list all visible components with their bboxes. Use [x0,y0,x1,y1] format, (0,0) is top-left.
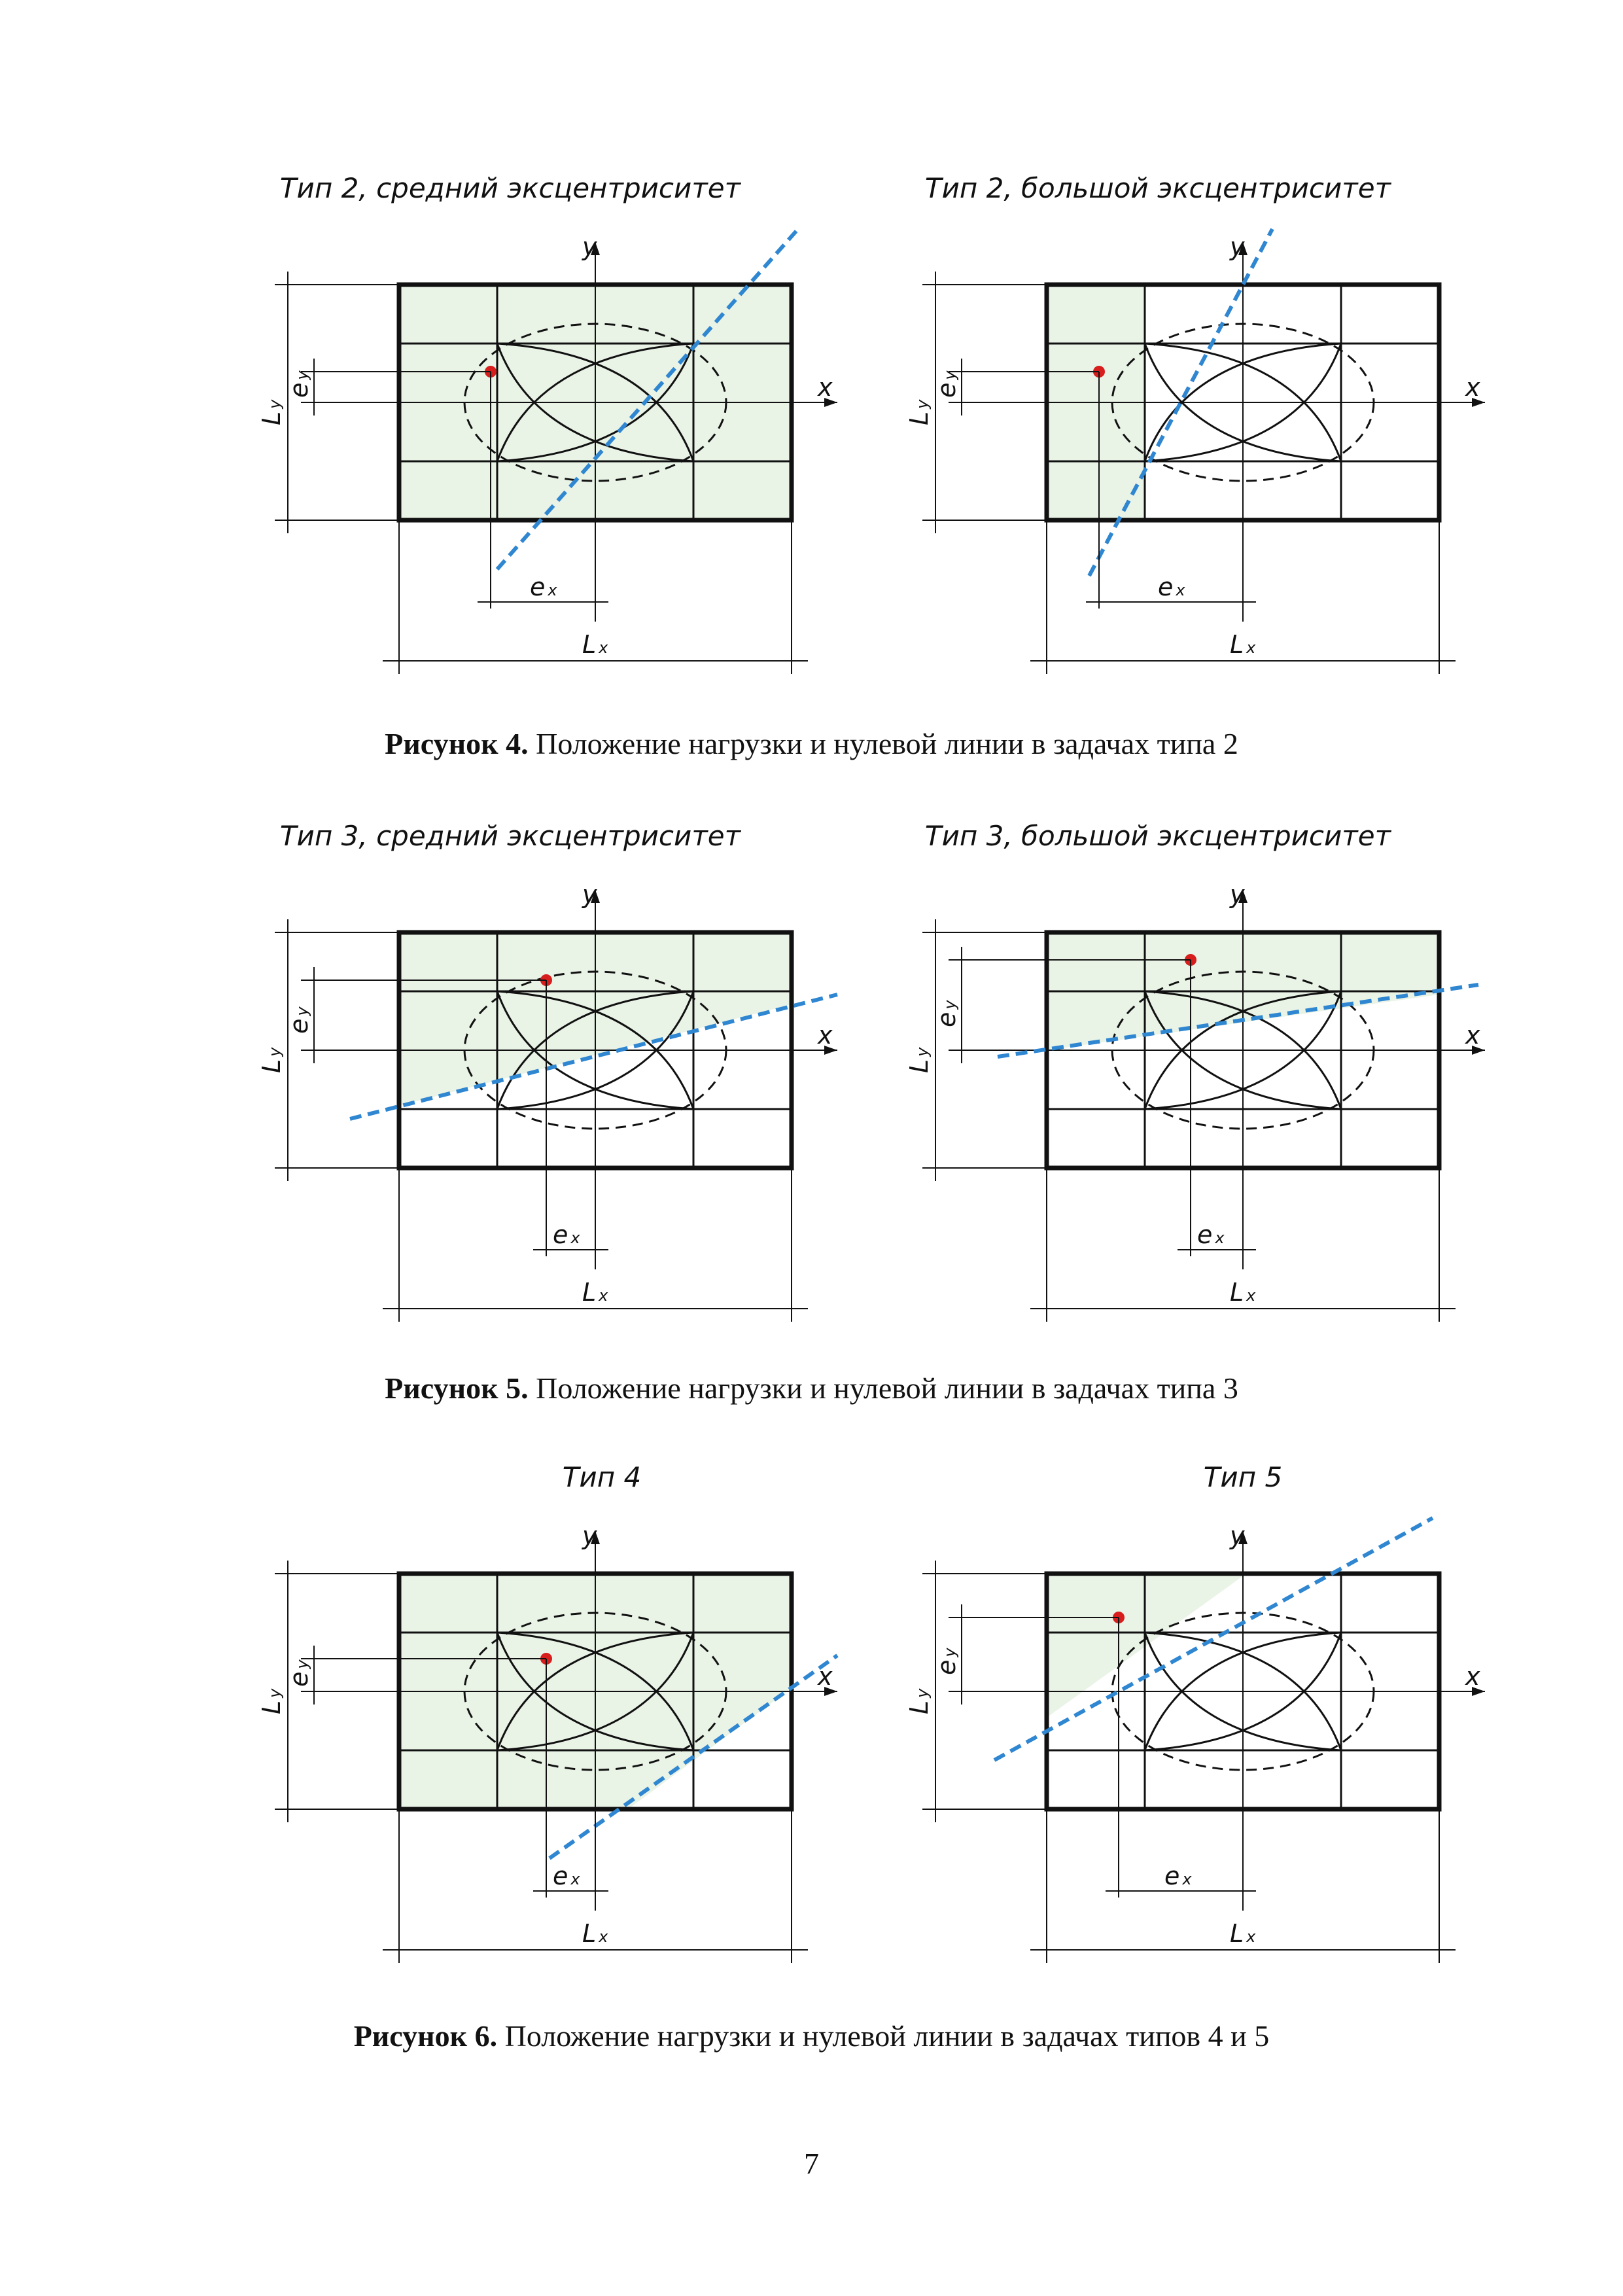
x-axis-label: x [818,373,833,402]
ex-label: ex [553,1862,580,1890]
ey-label: ey [285,1659,313,1687]
Ly-label: Ly [257,399,286,425]
figure-5-panel-right [905,820,1485,1322]
ey-label: ey [285,1006,313,1034]
figure-4-panel-right [905,172,1485,674]
dimension-lines [922,272,1456,674]
panel-title: Тип 2, средний эксцентриситет [279,172,741,204]
Lx-label: Lx [1230,1919,1256,1948]
Lx-label: Lx [582,630,608,659]
panel-title: Тип 4 [562,1461,642,1493]
y-axis-label: y [582,880,597,909]
ey-label: ey [285,370,313,398]
dimension-lines [922,1561,1456,1963]
hatched-compressed-zone [1047,1574,1246,1718]
ex-label: ex [1197,1220,1225,1249]
x-axis-label: x [1465,1662,1480,1691]
Ly-label: Ly [905,1688,934,1714]
caption-text: Положение нагрузки и нулевой линии в задачах типа 3 [528,1371,1238,1405]
panel-title: Тип 5 [1203,1461,1283,1493]
x-axis-label: x [1465,1021,1480,1050]
page-number: 7 [804,2147,819,2180]
figure-4-drawing [0,150,1623,726]
caption-text: Положение нагрузки и нулевой линии в задачах типов 4 и 5 [497,2019,1270,2053]
y-axis-label: y [1230,1521,1245,1550]
Ly-label: Ly [257,1688,286,1714]
Ly-label: Ly [905,399,934,425]
ey-label: ey [932,1000,961,1027]
figure-5-drawing [0,798,1623,1374]
panel-title: Тип 3, большой эксцентриситет [924,820,1391,852]
Lx-label: Lx [1230,1278,1256,1307]
y-axis-label: y [1230,232,1245,261]
figure-6-caption [0,2019,1623,2053]
Ly-label: Ly [257,1047,286,1073]
figure-5-panel-left [257,820,837,1322]
caption-number: Рисунок 6. [353,2019,498,2053]
Lx-label: Lx [582,1278,608,1307]
Ly-label: Ly [905,1047,934,1073]
ey-label: ey [932,1648,961,1675]
caption-number: Рисунок 5. [385,1371,529,1405]
figure-6-drawing [0,1439,1623,2015]
Lx-label: Lx [1230,630,1256,659]
panel-title: Тип 2, большой эксцентриситет [924,172,1391,204]
figure-5-caption [0,1371,1623,1405]
x-axis-label: x [818,1662,833,1691]
caption-text: Положение нагрузки и нулевой линии в задачах типа 2 [528,727,1238,760]
ex-label: ex [1158,573,1185,601]
y-axis-label: y [582,1521,597,1550]
figure-6-panel-left [257,1461,837,1963]
y-axis-label: y [582,232,597,261]
figure-4-caption [0,726,1623,761]
y-axis-label: y [1230,880,1245,909]
x-axis-label: x [1465,373,1480,402]
ex-label: ex [530,573,557,601]
ey-label: ey [932,370,961,398]
figure-6-panel-right [905,1461,1485,1963]
x-axis-label: x [818,1021,833,1050]
ex-label: ex [553,1220,580,1249]
Lx-label: Lx [582,1919,608,1948]
ex-label: ex [1164,1862,1192,1890]
figure-4-panel-left [257,172,837,674]
caption-number: Рисунок 4. [385,727,529,760]
panel-title: Тип 3, средний эксцентриситет [279,820,741,852]
